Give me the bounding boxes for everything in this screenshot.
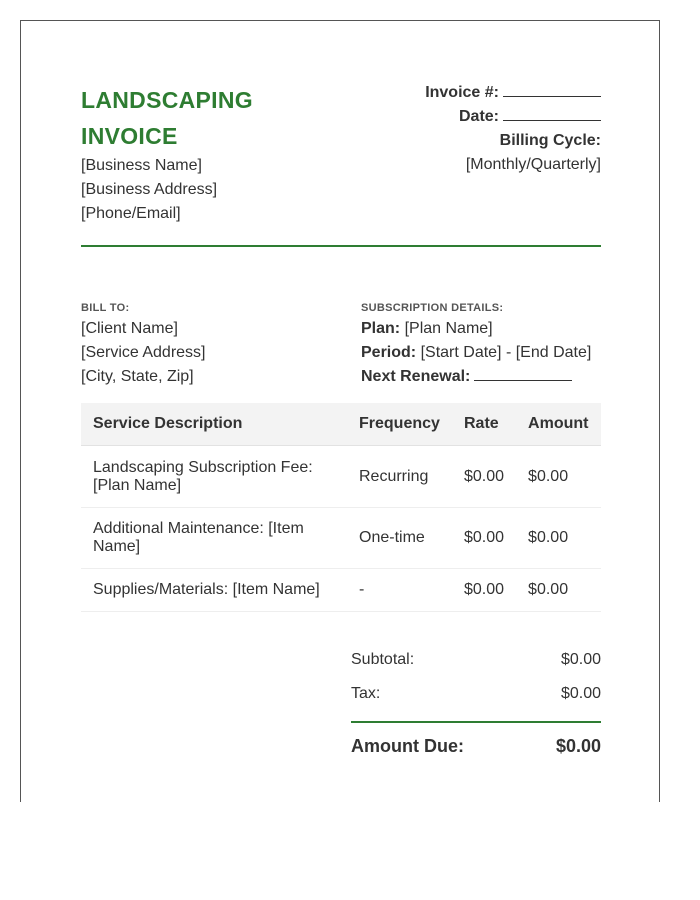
invoice-page [20,20,660,802]
plan-row [361,317,621,341]
col-header-description: Service Description [81,403,347,446]
billing-cycle-row [341,129,601,153]
tax-value: $0.00 [560,685,601,702]
row-frequency: One-time [347,508,452,569]
row-rate: $0.00 [452,446,516,508]
subscription-heading: SUBSCRIPTION DETAILS: [361,302,504,314]
period-value: [Start Date] - [End Date] [420,344,592,361]
bill-to-block [81,299,341,389]
row-amount: $0.00 [516,446,601,508]
col-header-amount: Amount [516,403,601,446]
row-frequency: - [347,569,452,612]
row-amount: $0.00 [516,508,601,569]
client-name: [Client Name] [81,320,178,337]
period-row [361,341,621,365]
invoice-title [81,82,341,154]
date-row [341,105,601,129]
renewal-label: Next Renewal: [361,368,471,385]
row-frequency: Recurring [347,446,452,508]
header-divider [81,245,601,247]
invoice-number-field[interactable] [503,81,601,97]
plan-label: Plan: [361,320,401,337]
business-name: [Business Name] [81,157,202,174]
subtotal-row [351,643,601,677]
period-label: Period: [361,344,417,361]
row-description: Additional Maintenance: [Item Name] [81,508,347,569]
billing-cycle-label: Billing Cycle: [499,132,601,149]
renewal-row [361,365,621,389]
title-line-2: INVOICE [81,123,178,149]
bill-section [81,299,601,399]
table-row [81,508,601,569]
row-amount: $0.00 [516,569,601,612]
totals-block [351,643,601,769]
invoice-content [81,81,601,756]
col-header-frequency: Frequency [347,403,452,446]
business-address: [Business Address] [81,181,218,198]
invoice-number-label: Invoice #: [425,84,499,101]
business-contact: [Phone/Email] [81,205,181,222]
tax-row [351,677,601,711]
row-rate: $0.00 [452,569,516,612]
table-row [81,446,601,508]
col-header-rate: Rate [452,403,516,446]
title-line-1: LANDSCAPING [81,87,253,113]
amount-due-row [351,723,601,769]
invoice-number-row [341,81,601,105]
table-header-row [81,403,601,446]
row-rate: $0.00 [452,508,516,569]
date-field[interactable] [503,105,601,121]
row-description: Supplies/Materials: [Item Name] [81,569,347,612]
invoice-header [81,81,601,246]
table-row [81,569,601,612]
bill-to-heading: BILL TO: [81,302,130,314]
service-address: [Service Address] [81,344,206,361]
amount-due-label: Amount Due: [351,736,464,756]
renewal-field[interactable] [474,365,572,381]
business-block [81,81,341,226]
date-label: Date: [458,108,499,125]
subscription-block [361,299,621,389]
subtotal-label: Subtotal: [351,651,415,668]
subtotal-value: $0.00 [560,651,601,668]
amount-due-value: $0.00 [555,736,601,756]
city-state-zip: [City, State, Zip] [81,368,194,385]
billing-cycle-value: [Monthly/Quarterly] [465,156,601,173]
line-items-table [81,403,601,612]
plan-value: [Plan Name] [404,320,493,337]
tax-label: Tax: [351,685,381,702]
row-description: Landscaping Subscription Fee: [Plan Name] [81,446,347,508]
invoice-meta [341,81,601,177]
